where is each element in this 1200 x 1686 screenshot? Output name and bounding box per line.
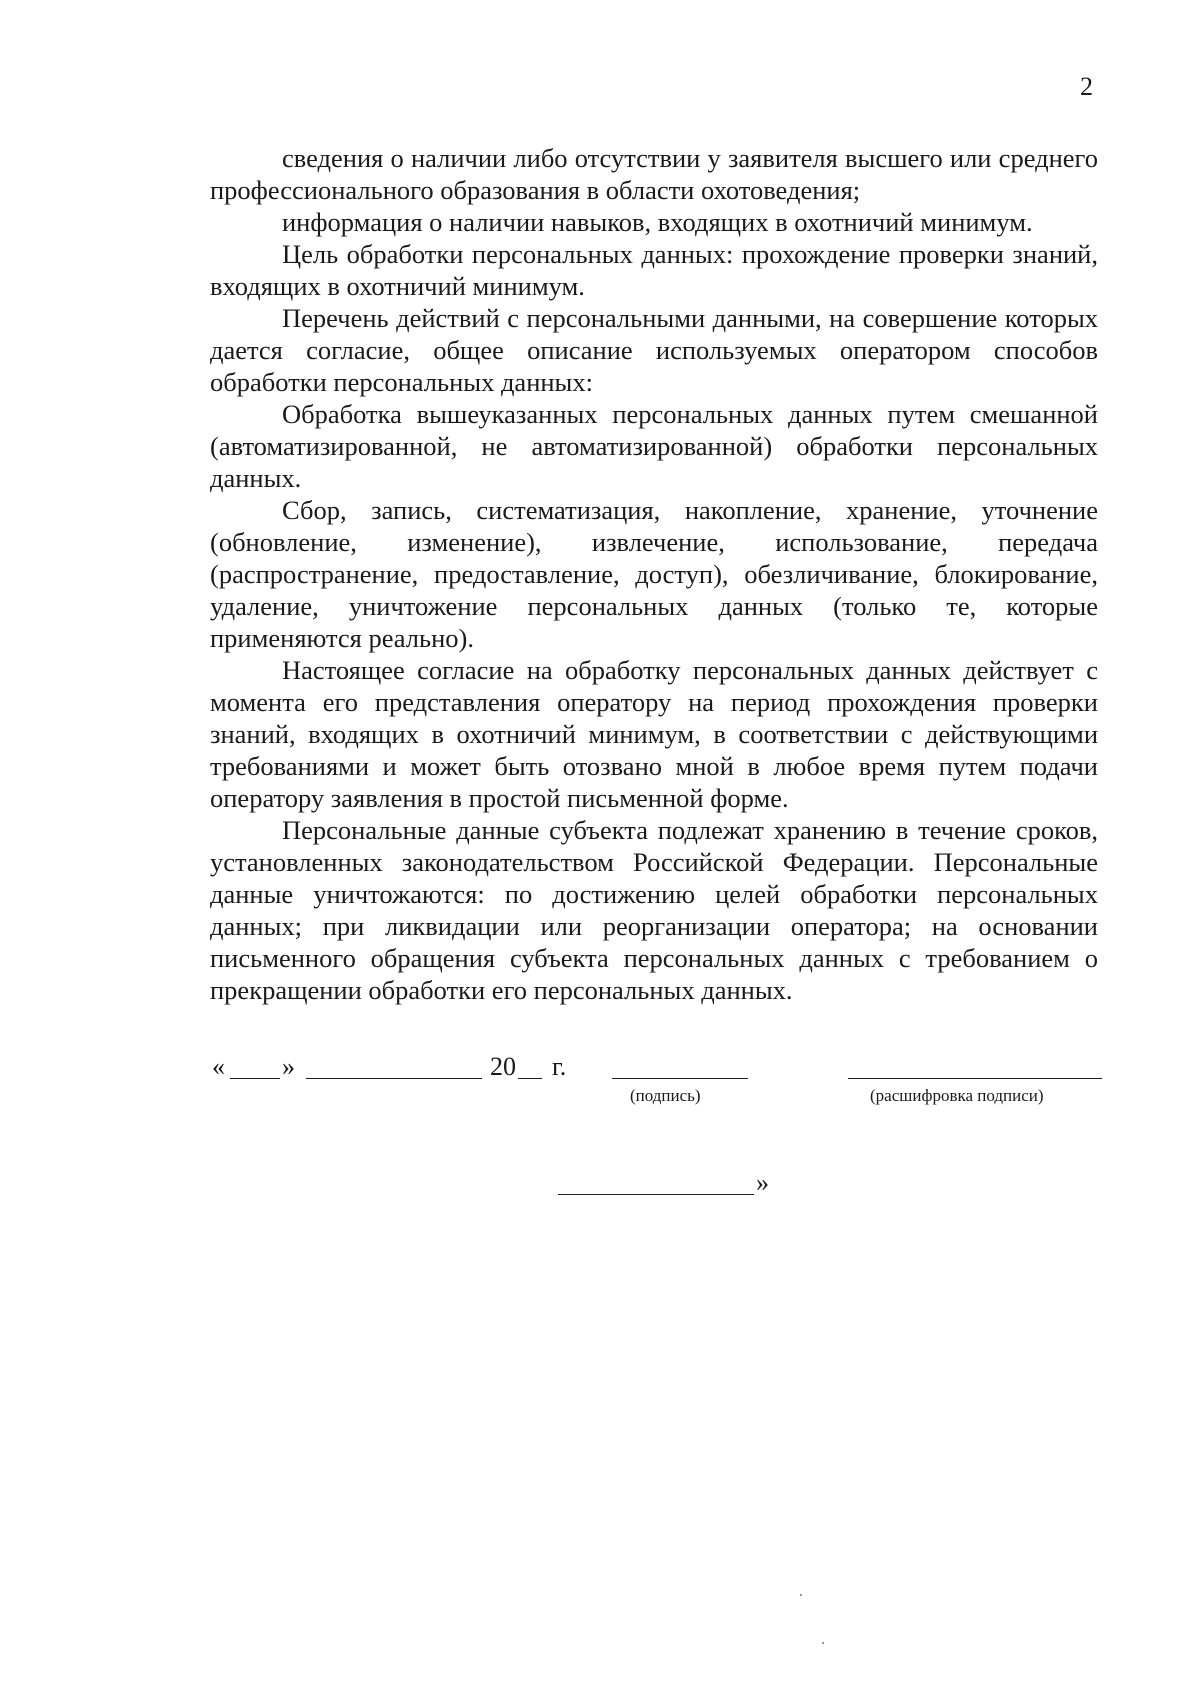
bottom-close-quote: » xyxy=(756,1168,769,1197)
document-body xyxy=(210,142,1098,1006)
bottom-blank-line[interactable] xyxy=(558,1194,754,1195)
paragraph: информация о наличии навыков, входящих в охотничий минимум. xyxy=(282,207,1033,237)
scan-speck xyxy=(822,1642,824,1644)
page-number: 2 xyxy=(1080,72,1093,101)
signature-field[interactable] xyxy=(612,1078,748,1079)
signature-decode-caption: (расшифровка подписи) xyxy=(870,1086,1044,1105)
date-year-field[interactable] xyxy=(518,1078,542,1079)
paragraph: Персональные данные субъекта подлежат хранению в течение сроков, установленных законодательством Российской Федерации. Персональные данные уничтожаются: по достижению целей обработки персональных данных; при ликвидации или реорганизации оператора; на основании письменного обращения субъекта персональных данных с требованием о прекращении обработки его персональных данных. xyxy=(210,815,1098,1005)
date-day-field[interactable] xyxy=(230,1078,280,1079)
signature-decode-field[interactable] xyxy=(848,1078,1102,1079)
scan-speck xyxy=(800,1594,802,1596)
paragraph: Перечень действий с персональными данными, на совершение которых дается согласие, общее описание используемых оператором способов обработки персональных данных: xyxy=(210,303,1098,397)
date-year-suffix: г. xyxy=(552,1052,567,1081)
date-close-quote: » xyxy=(282,1052,295,1081)
paragraph: Настоящее согласие на обработку персональных данных действует с момента его представления оператору на период прохождения проверки знаний, входящих в охотничий минимум, в соответствии с действующими требованиями и может быть отозвано мной в любое время путем подачи оператору заявления в простой письменной форме. xyxy=(210,655,1098,813)
signature-caption: (подпись) xyxy=(630,1086,701,1105)
paragraph: Сбор, запись, систематизация, накопление, хранение, уточнение (обновление, изменение), извлечение, использование, передача (распространение, предоставление, доступ), обезличивание, блокирование, удаление, уничтожение персональных данных (только те, которые применяются реально). xyxy=(210,495,1098,653)
paragraph: сведения о наличии либо отсутствии у заявителя высшего или среднего профессионального образования в области охотоведения; xyxy=(210,143,1098,205)
paragraph: Обработка вышеуказанных персональных данных путем смешанной (автоматизированной, не автоматизированной) обработки персональных данных. xyxy=(210,399,1098,493)
date-year-prefix: 20 xyxy=(490,1052,516,1081)
date-month-field[interactable] xyxy=(306,1078,482,1079)
date-open-quote: « xyxy=(212,1052,225,1081)
paragraph: Цель обработки персональных данных: прохождение проверки знаний, входящих в охотничий минимум. xyxy=(210,239,1098,301)
